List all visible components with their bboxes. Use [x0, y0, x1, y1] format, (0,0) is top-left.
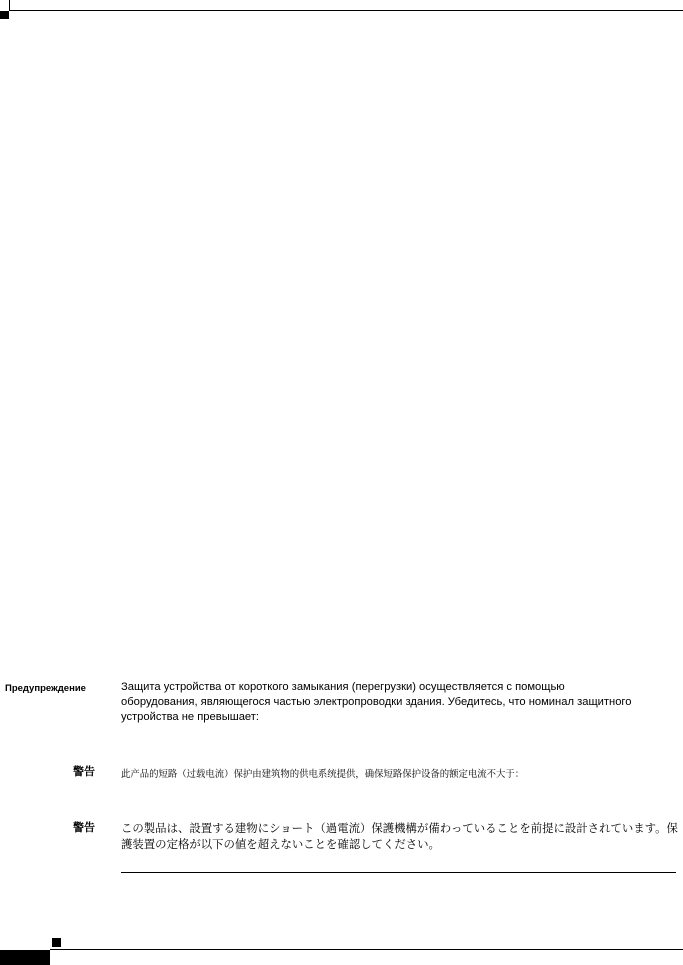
footer-corner-mark [52, 938, 61, 947]
warning-label-russian: Предупреждение [5, 683, 86, 694]
warning-text-japanese: この製品は、設置する建物にショート（過電流）保護機構が備わっていることを前提に設計されています。保護装置の定格が以下の値を超えないことを確認してください。 [121, 823, 678, 851]
header-rule [9, 0, 683, 11]
warning-label-chinese: 警告 [73, 766, 95, 778]
footer-page-tab [0, 950, 50, 965]
warning-text-chinese: 此产品的短路（过载电流）保护由建筑物的供电系统提供，确保短路保护设备的额定电流不大于： [121, 768, 525, 779]
footer-rule [50, 949, 683, 950]
header-corner-mark [0, 11, 9, 19]
section-divider [121, 872, 676, 873]
warning-label-japanese: 警告 [73, 822, 95, 834]
warning-text-russian: Защита устройства от короткого замыкания (перегрузки) осуществляется с помощью оборудования, являющегося частью электропроводки здания. Убедитесь, что номинал защитного устройства не превышает: [121, 681, 632, 723]
